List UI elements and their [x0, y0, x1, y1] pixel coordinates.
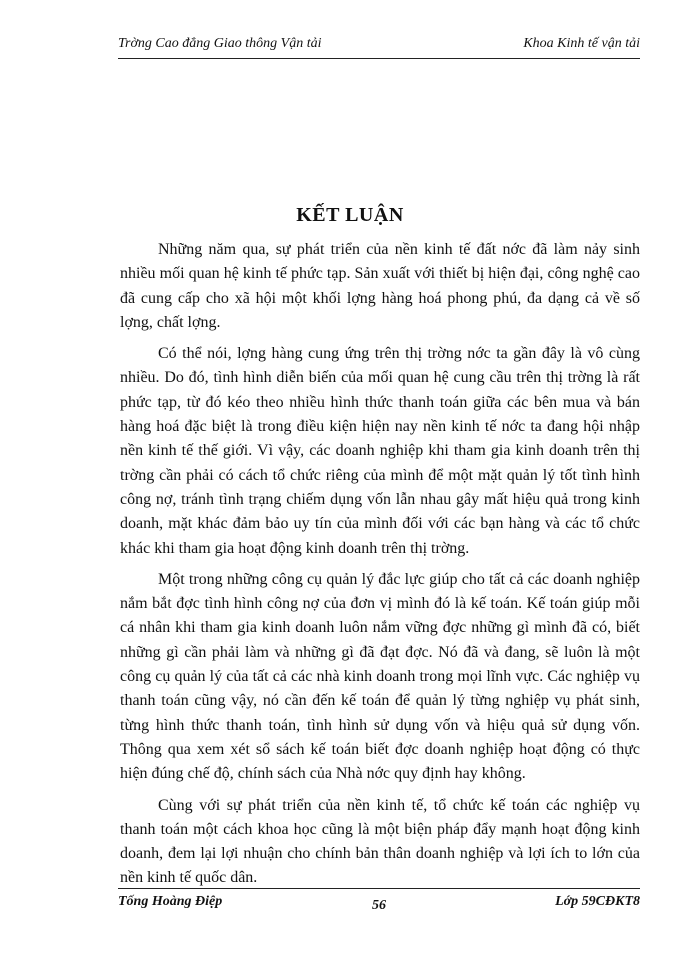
footer-page-number: 56	[372, 898, 386, 913]
page-footer	[118, 888, 640, 918]
footer-author: Tống Hoàng Điệp	[118, 894, 223, 909]
header-school-name: Trờng Cao đẳng Giao thông Vận tải	[118, 36, 322, 51]
paragraph: Có thể nói, lợng hàng cung ứng trên thị trờng nớc ta gần đây là vô cùng nhiều. Do đó, tình hình diễn biến của mối quan hệ cung cầu trên thị trờng là rất phức tạp, từ đó kéo theo nhiều hình thức thanh toán giữa các bên mua và bán hàng hoá đặc biệt là trong điều kiện hiện nay nền kinh tế nớc ta đang hội nhập nền kinh tế thế giới. Vì vậy, các doanh nghiệp khi tham gia kinh doanh trên thị trờng cần phải có cách tổ chức riêng của mình để một mặt quản lý tốt tình hình công nợ, tránh tình trạng chiếm dụng vốn lẫn nhau gây mất hiệu quả trong kinh doanh, mặt khác đảm bảo uy tín của mình đối với các bạn hàng và các tổ chức khác khi tham gia hoạt động kinh doanh trên thị trờng.	[120, 345, 640, 557]
footer-class: Lớp 59CĐKT8	[555, 894, 640, 909]
footer-rule	[118, 888, 640, 889]
body-text	[120, 238, 640, 898]
header-rule	[118, 58, 640, 59]
page-title: KẾT LUẬN	[296, 204, 404, 226]
paragraph: Những năm qua, sự phát triển của nền kinh tế đất nớc đã làm nảy sinh nhiều mối quan hệ kinh tế phức tạp. Sản xuất với thiết bị hiện đại, công nghệ cao đã cung cấp cho xã hội một khối lợng hàng hoá phong phú, đa dạng cả về số lợng, chất lợng.	[120, 241, 640, 331]
header-faculty-name: Khoa Kinh tế vận tải	[523, 36, 640, 51]
page-header	[118, 36, 640, 60]
paragraph: Một trong những công cụ quản lý đắc lực giúp cho tất cả các doanh nghiệp nắm bắt đợc tình hình công nợ của đơn vị mình đó là kế toán. Kế toán giúp mỗi cá nhân khi tham gia kinh doanh luôn nắm vững đợc những gì mình đã có, biết những gì cần phải làm và những gì đã đạt đợc. Nó đã và đang, sẽ luôn là một công cụ quản lý của tất cả các nhà kinh doanh trong mọi lĩnh vực. Các nghiệp vụ thanh toán cũng vậy, nó cần đến kế toán để quản lý từng nghiệp vụ phát sinh, từng hình thức thanh toán, tình hình sử dụng vốn và hiệu quả sử dụng vốn. Thông qua xem xét sổ sách kế toán biết đợc doanh nghiệp hoạt động có thực hiện đúng chế độ, chính sách của Nhà nớc quy định hay không.	[120, 570, 640, 783]
paragraph: Cùng với sự phát triển của nền kinh tế, tổ chức kế toán các nghiệp vụ thanh toán một cách khoa học cũng là một biện pháp đẩy mạnh hoạt động kinh doanh, đem lại lợi nhuận cho chính bản thân doanh nghiệp và lợi ích to lớn của nền kinh tế quốc dân.	[120, 796, 640, 887]
